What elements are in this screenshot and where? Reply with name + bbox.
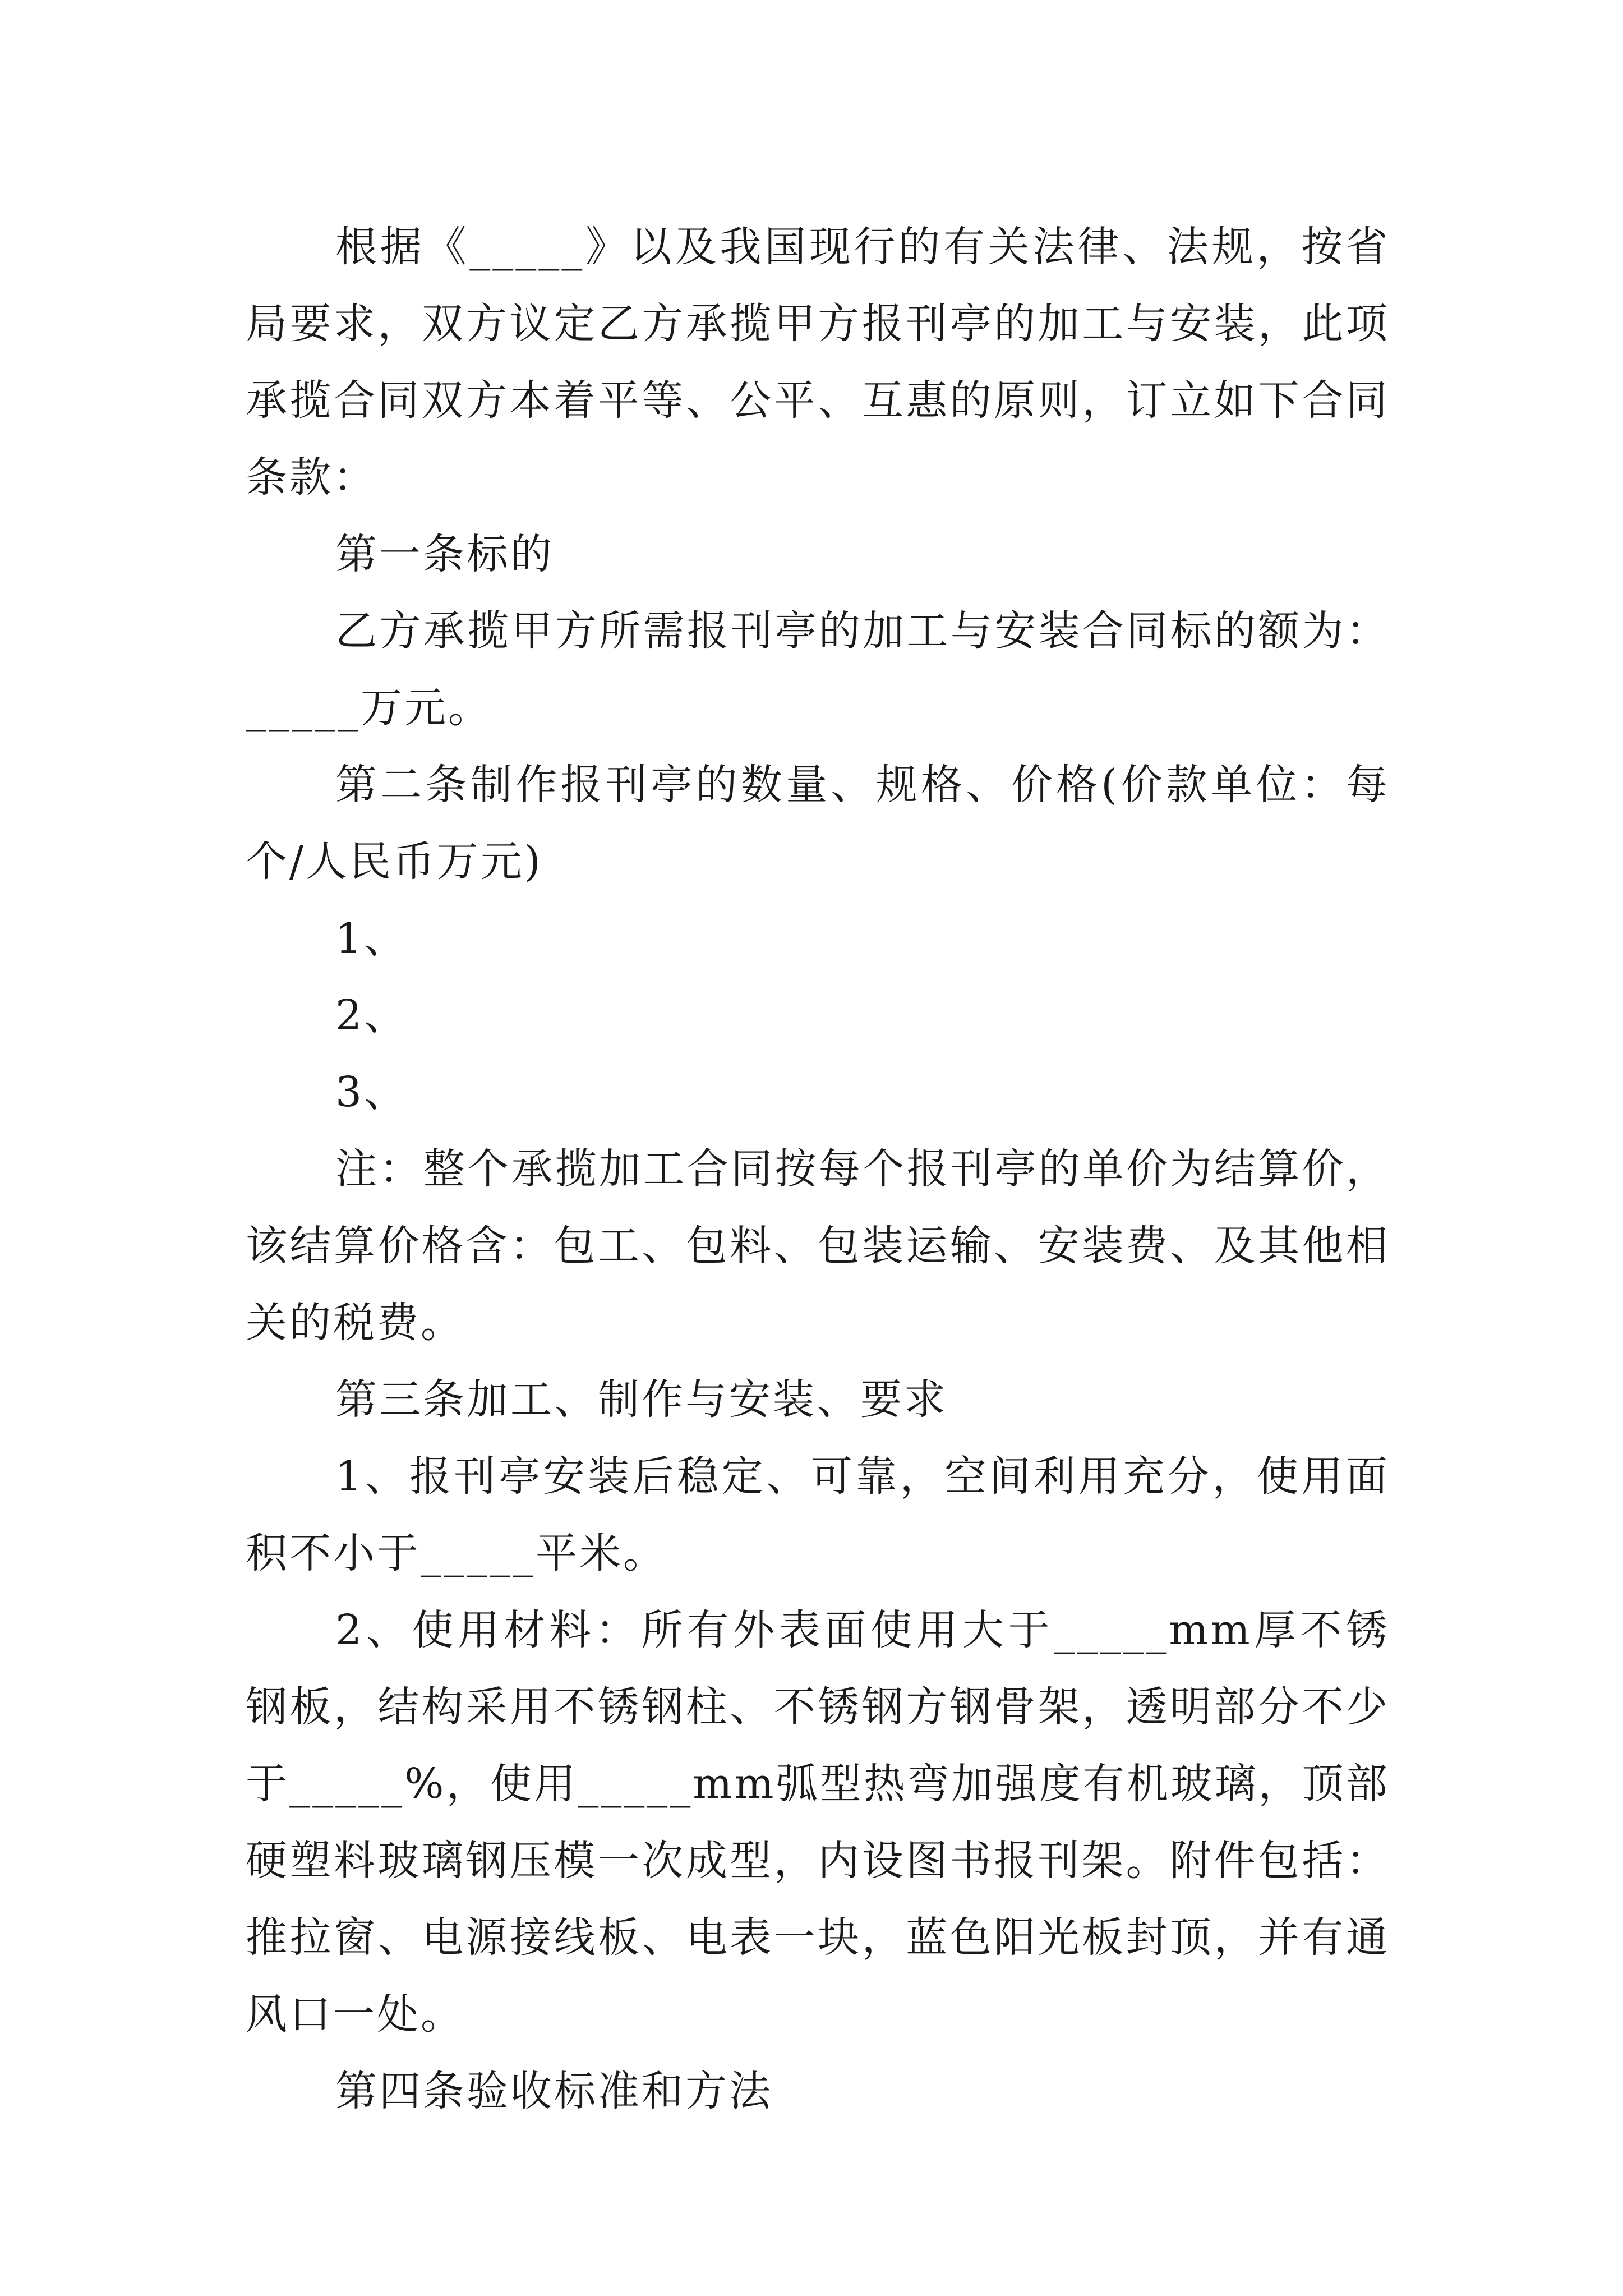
list-item-3: 3、 — [335, 1068, 408, 1116]
article-2-heading: 第二条制作报刊亭的数量、规格、价格(价款单位：每个/人民币万元) — [246, 761, 1390, 886]
article-3-item-1: 1、报刊亭安装后稳定、可靠，空间利用充分，使用面积不小于_____平米。 — [246, 1452, 1390, 1577]
article-3-heading: 第三条加工、制作与安装、要求 — [335, 1375, 948, 1424]
article-3-item-2: 2、使用材料：所有外表面使用大于_____mm厚不锈钢板，结构采用不锈钢柱、不锈钢方钢骨架，透明部分不少于_____%，使用_____mm弧型热弯加强度有机玻璃，顶部硬塑料玻璃钢压模一次成型，内设图书报刊架。附件包括：推拉窗、电源接线板、电表一块，蓝色阳光板封顶，并有通风口一处。 — [246, 1606, 1390, 2039]
list-item-2: 2、 — [335, 991, 408, 1039]
article-1-heading: 第一条标的 — [335, 530, 554, 578]
article-1-text: 乙方承揽甲方所需报刊亭的加工与安装合同标的额为：_____万元。 — [246, 607, 1390, 732]
document-body — [246, 209, 1390, 2130]
list-item-1: 1、 — [335, 914, 408, 963]
preamble-paragraph: 根据《_____》以及我国现行的有关法律、法规，按省局要求，双方议定乙方承揽甲方报刊亭的加工与安装，此项承揽合同双方本着平等、公平、互惠的原则，订立如下合同条款： — [246, 223, 1390, 501]
article-4-heading: 第四条验收标准和方法 — [335, 2067, 773, 2115]
note-paragraph: 注：整个承揽加工合同按每个报刊亭的单价为结算价，该结算价格含：包工、包料、包装运输、安装费、及其他相关的税费。 — [246, 1145, 1390, 1347]
